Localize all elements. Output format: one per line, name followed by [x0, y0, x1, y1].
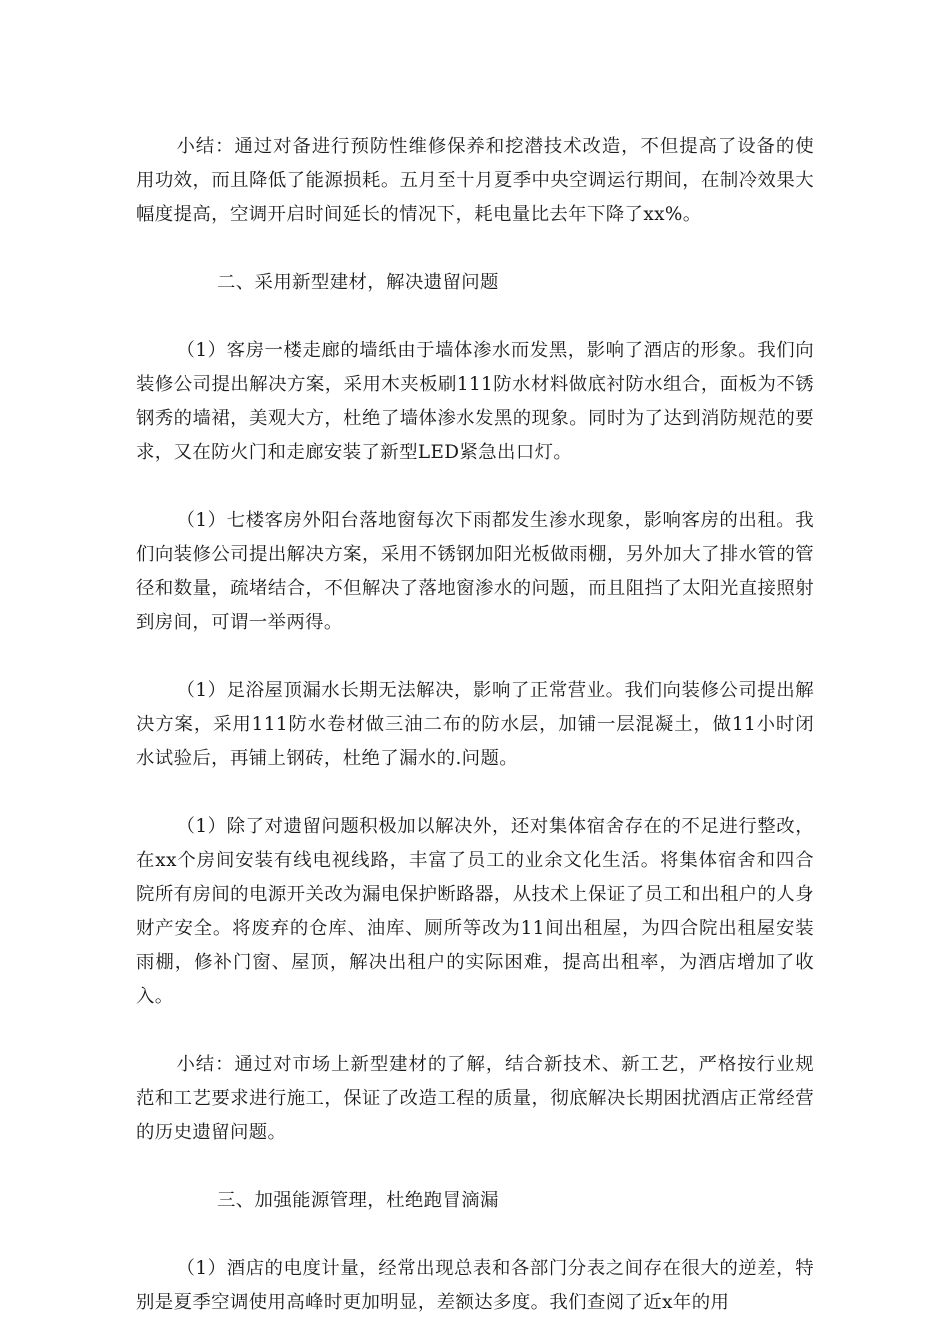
item-paragraph-roof: （1）足浴屋顶漏水长期无法解决，影响了正常营业。我们向装修公司提出解决方案，采用111防水卷材做三油二布的防水层，加铺一层混凝土，做11小时闭水试验后，再铺上钢砖，杜绝了漏水的.问题。 — [136, 680, 814, 769]
item-paragraph-metering: （1）酒店的电度计量，经常出现总表和各部门分表之间存在很大的逆差，特别是夏季空调使用高峰时更加明显，差额达多度。我们查阅了近x年的用 — [136, 1258, 814, 1313]
section-heading-2: 二、采用新型建材，解决遗留问题 — [216, 272, 499, 293]
body-text — [136, 130, 814, 1320]
summary-paragraph-2: 小结：通过对市场上新型建材的了解，结合新技术、新工艺，严格按行业规范和工艺要求进行施工，保证了改造工程的质量，彻底解决长期困扰酒店正常经营的历史遗留问题。 — [136, 1054, 814, 1143]
section-heading-3: 三、加强能源管理，杜绝跑冒滴漏 — [216, 1190, 499, 1211]
item-paragraph-dormitory: （1）除了对遗留问题积极加以解决外，还对集体宿舍存在的不足进行整改，在xx个房间安装有线电视线路，丰富了员工的业余文化生活。将集体宿舍和四合院所有房间的电源开关改为漏电保护断路器，从技术上保证了员工和出租户的人身财产安全。将废弃的仓库、油库、厕所等改为11间出租屋，为四合院出租屋安装雨棚，修补门窗、屋顶，解决出租户的实际困难，提高出租率，为酒店增加了收入。 — [136, 816, 814, 1007]
item-paragraph-balcony: （1）七楼客房外阳台落地窗每次下雨都发生渗水现象，影响客房的出租。我们向装修公司提出解决方案，采用不锈钢加阳光板做雨棚，另外加大了排水管的管径和数量，疏堵结合，不但解决了落地窗渗水的问题，而且阻挡了太阳光直接照射到房间，可谓一举两得。 — [136, 510, 814, 633]
item-paragraph-corridor: （1）客房一楼走廊的墙纸由于墙体渗水而发黑，影响了酒店的形象。我们向装修公司提出解决方案，采用木夹板刷111防水材料做底衬防水组合，面板为不锈钢秀的墙裙，美观大方，杜绝了墙体渗水发黑的现象。同时为了达到消防规范的要求，又在防火门和走廊安装了新型LED紧急出口灯。 — [136, 340, 814, 463]
summary-paragraph-1: 小结：通过对备进行预防性维修保养和挖潜技术改造，不但提高了设备的使用功效，而且降低了能源损耗。五月至十月夏季中央空调运行期间，在制冷效果大幅度提高，空调开启时间延长的情况下，耗电量比去年下降了xx%。 — [136, 136, 814, 225]
